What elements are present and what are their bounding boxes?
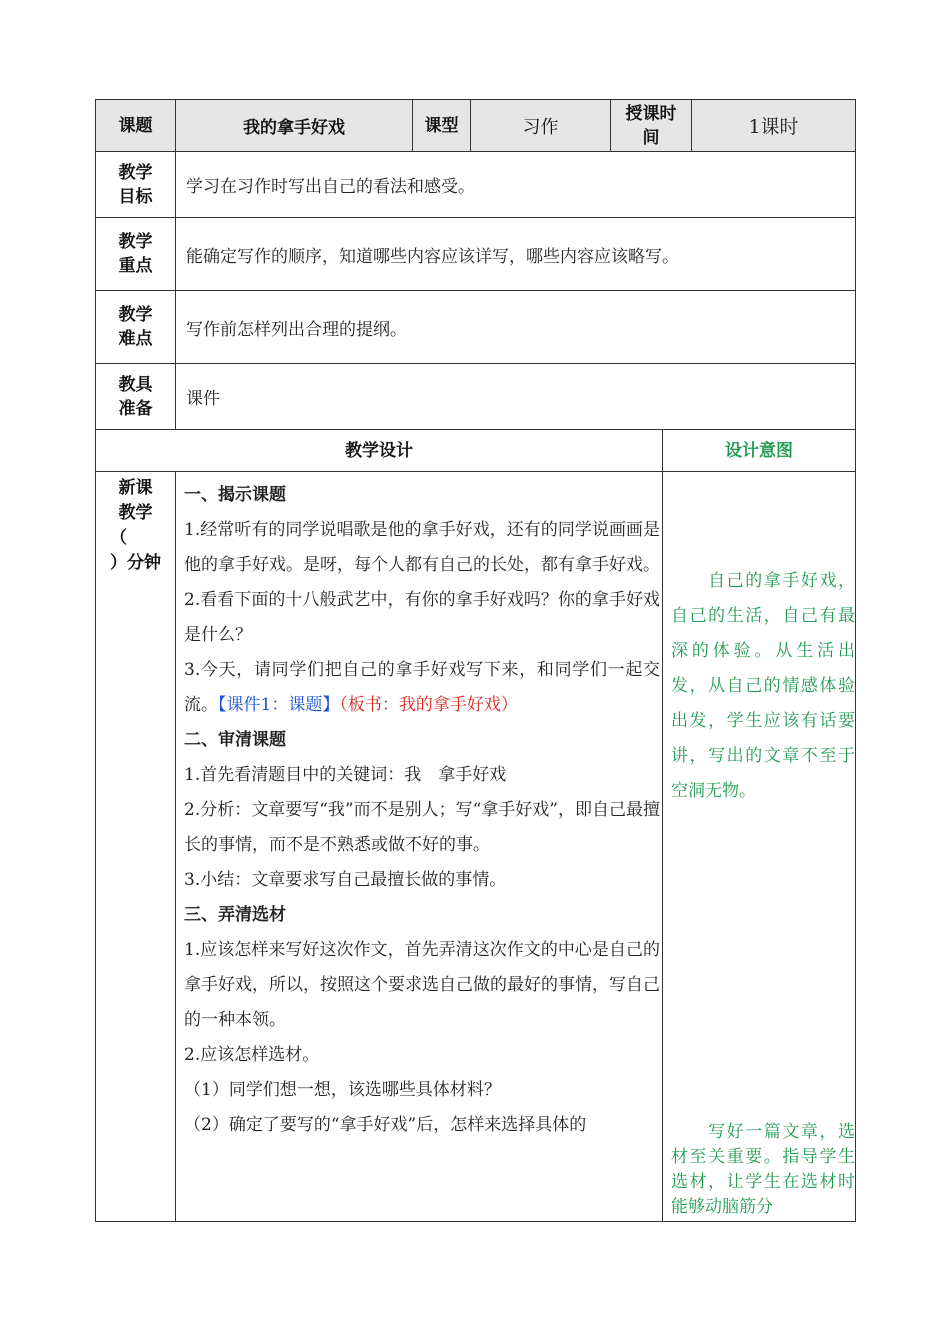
time-label: 授课时间: [611, 100, 692, 152]
intent-content: [663, 472, 856, 1222]
tools-text: 课件: [176, 364, 856, 430]
header-row: [96, 100, 856, 152]
difficulty-label: 教学难点: [96, 291, 176, 364]
design-paragraph-9: （1）同学们想一想，该选哪些具体材料？: [184, 1080, 501, 1100]
design-paragraph-4: 1.首先看清题目中的关键词：我 拿手好戏: [184, 765, 507, 785]
difficulty-text: 写作前怎样列出合理的提纲。: [176, 291, 856, 364]
difficulty-row: [96, 291, 856, 364]
topic-label: 课题: [96, 100, 176, 152]
tools-label: 教具准备: [96, 364, 176, 430]
intent-label: 设计意图: [663, 430, 856, 472]
design-paragraph-6: 3.小结：文章要求写自己最擅长做的事情。: [184, 870, 507, 890]
design-paragraph-1: 1.经常听有的同学说唱歌是他的拿手好戏，还有的同学说画画是他的拿手好戏。是呀，每个人都有自己的长处，都有拿手好戏。: [184, 520, 660, 575]
design-label: 教学设计: [96, 430, 663, 472]
key-row: [96, 218, 856, 291]
design-paragraph-5: 2.分析：文章要写“我”而不是别人；写“拿手好戏”，即自己最擅长的事情，而不是不熟悉或做不好的事。: [184, 800, 660, 855]
board-note: （板书：我的拿手好戏）: [339, 695, 518, 715]
design-heading-2: 二、审清课题: [184, 730, 286, 750]
design-paragraph-2: 2.看看下面的十八般武艺中，有你的拿手好戏吗？你的拿手好戏是什么？: [184, 590, 660, 645]
section-label-line2: 教学: [118, 503, 153, 523]
goal-row: [96, 152, 856, 218]
key-label: 教学重点: [96, 218, 176, 291]
design-paragraph-3: [184, 653, 660, 723]
topic-value: 我的拿手好戏: [176, 100, 413, 152]
intent-text-1: 自己的拿手好戏，自己的生活，自己有最深的体验。从生活出发，从自己的情感体验出发，学生应该有话要讲，写出的文章不至于空洞无物。: [671, 571, 855, 801]
design-paragraph-3-text: 3.今天，请同学们把自己的拿手好戏写下来，和同学们一起交流。: [184, 660, 660, 715]
lesson-plan-table: [95, 99, 856, 1222]
goal-label: 教学目标: [96, 152, 176, 218]
type-label: 课型: [413, 100, 471, 152]
time-value: 1课时: [692, 100, 856, 152]
section-label-line4: ）分钟: [110, 553, 161, 573]
section-label-line1: 新课: [118, 478, 153, 498]
key-text: 能确定写作的顺序，知道哪些内容应该详写，哪些内容应该略写。: [176, 218, 856, 291]
design-paragraph-8: 2.应该怎样选材。: [184, 1045, 320, 1065]
new-lesson-row: [96, 472, 856, 1222]
design-paragraph-7: 1.应该怎样来写好这次作文，首先弄清这次作文的中心是自己的拿手好戏，所以，按照这个要求选自己做的最好的事情，写自己的一种本领。: [184, 940, 660, 1030]
tools-row: [96, 364, 856, 430]
design-heading-1: 一、揭示课题: [184, 485, 286, 505]
section-label: [96, 472, 176, 1222]
lesson-plan-page: [95, 99, 855, 1222]
design-paragraph-10: （2）确定了要写的“拿手好戏”后，怎样来选择具体的: [184, 1115, 587, 1135]
design-header-row: [96, 430, 856, 472]
type-value: 习作: [471, 100, 611, 152]
design-content: [176, 472, 663, 1222]
goal-text: 学习在习作时写出自己的看法和感受。: [176, 152, 856, 218]
courseware-ref: 【课件1：课题】: [218, 695, 340, 715]
section-label-line3: （: [110, 528, 127, 548]
design-heading-3: 三、弄清选材: [184, 905, 286, 925]
intent-text-2: 写好一篇文章，选材至关重要。指导学生选材，让学生在选材时能够动脑筋分: [671, 1122, 855, 1217]
